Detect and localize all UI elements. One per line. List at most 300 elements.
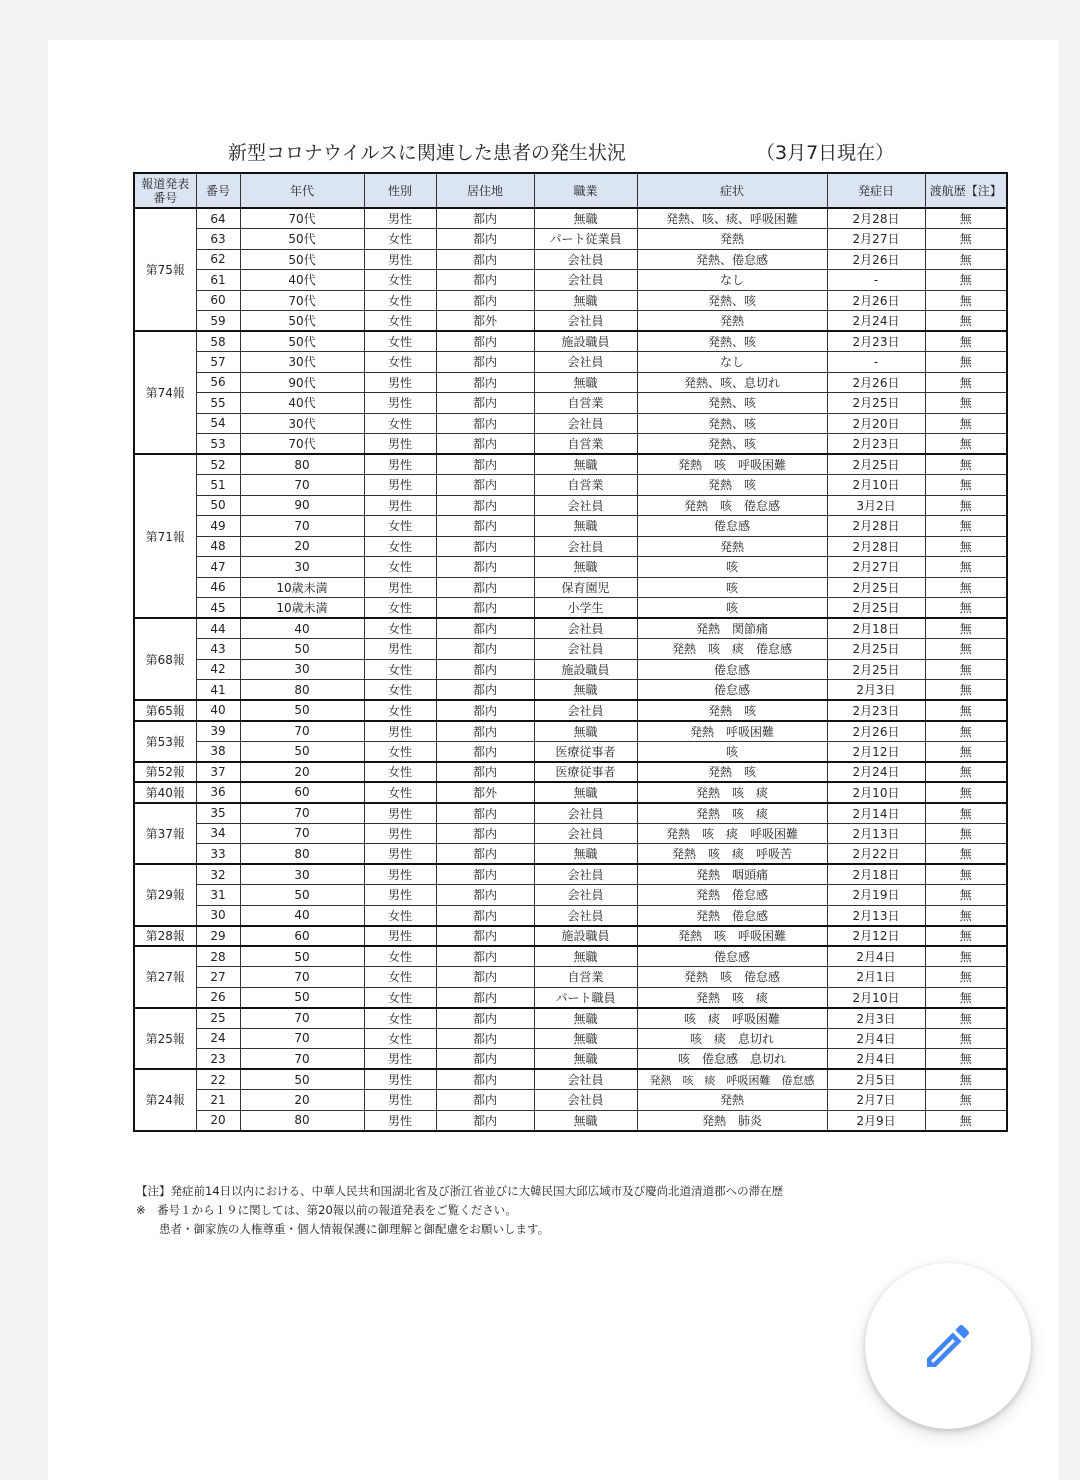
cell-travel-history: 無	[925, 639, 1007, 660]
table-row	[134, 249, 1007, 270]
cell-residence: 都内	[436, 905, 534, 926]
cell-residence: 都内	[436, 823, 534, 844]
cell-report-number: 第37報	[134, 803, 196, 865]
cell-residence: 都内	[436, 1090, 534, 1111]
cell-sex: 女性	[364, 598, 436, 619]
cell-travel-history: 無	[925, 208, 1007, 229]
table-row	[134, 926, 1007, 947]
footnote-privacy: 患者・御家族の人権尊重・個人情報保護に御理解と御配慮をお願いします。	[136, 1222, 550, 1236]
cell-occupation: 会社員	[534, 536, 637, 557]
header-symptoms: 症状	[637, 173, 827, 208]
cell-onset-date: 2月25日	[827, 577, 925, 598]
cell-onset-date: 2月24日	[827, 311, 925, 332]
cell-residence: 都内	[436, 372, 534, 393]
cell-travel-history: 無	[925, 1008, 1007, 1029]
cell-age: 40代	[240, 270, 364, 291]
cell-residence: 都内	[436, 1028, 534, 1049]
cell-symptoms: 発熱 咳 倦怠感	[637, 967, 827, 988]
cell-travel-history: 無	[925, 721, 1007, 742]
cell-residence: 都内	[436, 208, 534, 229]
cell-travel-history: 無	[925, 618, 1007, 639]
cell-sex: 女性	[364, 700, 436, 721]
cell-sex: 男性	[364, 372, 436, 393]
cell-age: 90	[240, 495, 364, 516]
cell-onset-date: 2月4日	[827, 946, 925, 967]
cell-symptoms: 咳	[637, 577, 827, 598]
cell-occupation: パート職員	[534, 987, 637, 1008]
cell-occupation: 会社員	[534, 1069, 637, 1090]
cell-travel-history: 無	[925, 495, 1007, 516]
cell-residence: 都内	[436, 659, 534, 680]
cell-number: 30	[196, 905, 240, 926]
table-row	[134, 598, 1007, 619]
cell-sex: 男性	[364, 1069, 436, 1090]
cell-age: 20	[240, 536, 364, 557]
cell-number: 34	[196, 823, 240, 844]
cell-travel-history: 無	[925, 782, 1007, 803]
cell-report-number: 第24報	[134, 1069, 196, 1131]
cell-residence: 都内	[436, 577, 534, 598]
header-residence: 居住地	[436, 173, 534, 208]
cell-number: 27	[196, 967, 240, 988]
cell-occupation: 会社員	[534, 700, 637, 721]
cell-occupation: 無職	[534, 680, 637, 701]
cell-age: 70	[240, 1008, 364, 1029]
header-travel-history: 渡航歴【注】	[925, 173, 1007, 208]
cell-onset-date: 2月14日	[827, 803, 925, 824]
cell-onset-date: 2月27日	[827, 557, 925, 578]
cell-sex: 男性	[364, 864, 436, 885]
cell-travel-history: 無	[925, 270, 1007, 291]
table-row	[134, 700, 1007, 721]
edit-fab-button[interactable]	[865, 1263, 1031, 1429]
table-row	[134, 844, 1007, 865]
cell-number: 60	[196, 290, 240, 311]
cell-symptoms: 発熱	[637, 536, 827, 557]
cell-age: 50	[240, 946, 364, 967]
table-row	[134, 208, 1007, 229]
cell-symptoms: なし	[637, 270, 827, 291]
cell-age: 60	[240, 782, 364, 803]
cell-age: 30代	[240, 352, 364, 373]
cell-report-number: 第71報	[134, 454, 196, 618]
cell-occupation: 会社員	[534, 885, 637, 906]
cell-travel-history: 無	[925, 475, 1007, 496]
cell-residence: 都内	[436, 700, 534, 721]
cell-sex: 男性	[364, 721, 436, 742]
cell-occupation: 無職	[534, 557, 637, 578]
cell-onset-date: 2月25日	[827, 393, 925, 414]
cell-sex: 女性	[364, 946, 436, 967]
cell-sex: 男性	[364, 803, 436, 824]
cell-residence: 都内	[436, 946, 534, 967]
table-row	[134, 762, 1007, 783]
cell-number: 58	[196, 331, 240, 352]
cell-age: 10歳未満	[240, 577, 364, 598]
cell-onset-date: 3月2日	[827, 495, 925, 516]
cell-symptoms: 発熱 咳 痰	[637, 987, 827, 1008]
cell-occupation: 無職	[534, 290, 637, 311]
cell-report-number: 第68報	[134, 618, 196, 700]
cell-onset-date: 2月25日	[827, 454, 925, 475]
cell-sex: 男性	[364, 885, 436, 906]
cell-number: 31	[196, 885, 240, 906]
cell-number: 57	[196, 352, 240, 373]
cell-report-number: 第25報	[134, 1008, 196, 1070]
cell-age: 70代	[240, 290, 364, 311]
cell-occupation: 無職	[534, 208, 637, 229]
cell-age: 70	[240, 803, 364, 824]
cell-onset-date: 2月25日	[827, 639, 925, 660]
cell-residence: 都内	[436, 557, 534, 578]
header-occupation: 職業	[534, 173, 637, 208]
cell-sex: 女性	[364, 290, 436, 311]
cell-onset-date: 2月10日	[827, 987, 925, 1008]
cell-sex: 男性	[364, 249, 436, 270]
cell-sex: 女性	[364, 680, 436, 701]
cell-age: 30	[240, 864, 364, 885]
cell-occupation: 無職	[534, 1110, 637, 1131]
cell-onset-date: 2月18日	[827, 618, 925, 639]
cell-occupation: 会社員	[534, 639, 637, 660]
cell-number: 29	[196, 926, 240, 947]
cell-symptoms: なし	[637, 352, 827, 373]
cell-onset-date: 2月26日	[827, 372, 925, 393]
cell-residence: 都内	[436, 721, 534, 742]
cell-symptoms: 発熱 咳	[637, 475, 827, 496]
cell-symptoms: 発熱、咳、息切れ	[637, 372, 827, 393]
cell-symptoms: 倦怠感	[637, 659, 827, 680]
cell-occupation: 無職	[534, 516, 637, 537]
cell-travel-history: 無	[925, 413, 1007, 434]
cell-age: 40	[240, 905, 364, 926]
cell-onset-date: 2月19日	[827, 885, 925, 906]
cell-age: 50代	[240, 249, 364, 270]
cell-onset-date: 2月5日	[827, 1069, 925, 1090]
cell-occupation: 会社員	[534, 352, 637, 373]
cell-onset-date: -	[827, 270, 925, 291]
cell-symptoms: 発熱 咳 痰 呼吸困難	[637, 823, 827, 844]
table-row	[134, 516, 1007, 537]
cell-number: 28	[196, 946, 240, 967]
cell-residence: 都内	[436, 864, 534, 885]
cell-sex: 女性	[364, 331, 436, 352]
cell-residence: 都内	[436, 454, 534, 475]
cell-residence: 都内	[436, 413, 534, 434]
cell-number: 38	[196, 741, 240, 762]
header-sex: 性別	[364, 173, 436, 208]
header-onset-date: 発症日	[827, 173, 925, 208]
cell-travel-history: 無	[925, 946, 1007, 967]
table-row	[134, 1110, 1007, 1131]
cell-age: 60	[240, 926, 364, 947]
table-row	[134, 393, 1007, 414]
cell-sex: 男性	[364, 208, 436, 229]
cell-symptoms: 倦怠感	[637, 680, 827, 701]
cell-symptoms: 発熱、咳	[637, 393, 827, 414]
cell-number: 50	[196, 495, 240, 516]
cell-number: 37	[196, 762, 240, 783]
cell-age: 50	[240, 741, 364, 762]
cell-onset-date: 2月20日	[827, 413, 925, 434]
cell-sex: 女性	[364, 270, 436, 291]
table-row	[134, 577, 1007, 598]
cell-residence: 都内	[436, 967, 534, 988]
table-row	[134, 782, 1007, 803]
cell-onset-date: 2月27日	[827, 229, 925, 250]
cell-travel-history: 無	[925, 700, 1007, 721]
table-row	[134, 803, 1007, 824]
cell-travel-history: 無	[925, 680, 1007, 701]
cell-number: 24	[196, 1028, 240, 1049]
cell-travel-history: 無	[925, 1110, 1007, 1131]
cell-occupation: 会社員	[534, 1090, 637, 1111]
cell-symptoms: 発熱、咳	[637, 331, 827, 352]
cell-number: 49	[196, 516, 240, 537]
cell-onset-date: 2月12日	[827, 926, 925, 947]
cell-age: 70	[240, 823, 364, 844]
table-row	[134, 1028, 1007, 1049]
cell-number: 61	[196, 270, 240, 291]
table-row	[134, 721, 1007, 742]
cell-travel-history: 無	[925, 967, 1007, 988]
cell-number: 33	[196, 844, 240, 865]
cell-travel-history: 無	[925, 987, 1007, 1008]
cell-onset-date: 2月28日	[827, 516, 925, 537]
cell-residence: 都内	[436, 680, 534, 701]
cell-onset-date: 2月10日	[827, 475, 925, 496]
cell-sex: 男性	[364, 823, 436, 844]
table-header-row	[134, 173, 1007, 208]
cell-number: 63	[196, 229, 240, 250]
cell-travel-history: 無	[925, 926, 1007, 947]
cell-symptoms: 発熱 呼吸困難	[637, 721, 827, 742]
cell-onset-date: 2月25日	[827, 598, 925, 619]
cell-travel-history: 無	[925, 1049, 1007, 1070]
cell-number: 54	[196, 413, 240, 434]
cell-sex: 女性	[364, 229, 436, 250]
cell-occupation: 会社員	[534, 618, 637, 639]
cell-symptoms: 発熱、咳	[637, 413, 827, 434]
cell-symptoms: 咳	[637, 557, 827, 578]
cell-symptoms: 発熱 咳 痰 倦怠感	[637, 639, 827, 660]
cell-travel-history: 無	[925, 659, 1007, 680]
cell-residence: 都内	[436, 290, 534, 311]
cell-onset-date: 2月12日	[827, 741, 925, 762]
cell-onset-date: 2月4日	[827, 1028, 925, 1049]
cell-residence: 都内	[436, 803, 534, 824]
cell-occupation: 無職	[534, 782, 637, 803]
cell-age: 70	[240, 721, 364, 742]
table-row	[134, 290, 1007, 311]
cell-residence: 都内	[436, 434, 534, 455]
cell-residence: 都内	[436, 495, 534, 516]
cell-sex: 女性	[364, 741, 436, 762]
cell-occupation: 会社員	[534, 413, 637, 434]
cell-sex: 男性	[364, 393, 436, 414]
cell-number: 48	[196, 536, 240, 557]
cell-number: 44	[196, 618, 240, 639]
cell-onset-date: 2月28日	[827, 536, 925, 557]
cell-occupation: 会社員	[534, 803, 637, 824]
cell-sex: 男性	[364, 475, 436, 496]
cell-symptoms: 倦怠感	[637, 516, 827, 537]
cell-age: 70	[240, 967, 364, 988]
cell-sex: 女性	[364, 352, 436, 373]
cell-number: 55	[196, 393, 240, 414]
cell-occupation: 無職	[534, 844, 637, 865]
cell-travel-history: 無	[925, 741, 1007, 762]
cell-occupation: 無職	[534, 721, 637, 742]
cell-occupation: 会社員	[534, 249, 637, 270]
cell-age: 70	[240, 1028, 364, 1049]
cell-report-number: 第74報	[134, 331, 196, 454]
cell-travel-history: 無	[925, 762, 1007, 783]
cell-onset-date: 2月13日	[827, 823, 925, 844]
cell-number: 23	[196, 1049, 240, 1070]
cell-occupation: 医療従事者	[534, 741, 637, 762]
cell-onset-date: 2月3日	[827, 1008, 925, 1029]
table-row	[134, 270, 1007, 291]
cell-travel-history: 無	[925, 598, 1007, 619]
cell-occupation: 施設職員	[534, 926, 637, 947]
cell-occupation: 無職	[534, 454, 637, 475]
cell-onset-date: 2月28日	[827, 208, 925, 229]
cell-number: 51	[196, 475, 240, 496]
cell-number: 22	[196, 1069, 240, 1090]
table-row	[134, 413, 1007, 434]
cell-travel-history: 無	[925, 311, 1007, 332]
table-row	[134, 311, 1007, 332]
cell-number: 35	[196, 803, 240, 824]
cell-age: 70	[240, 516, 364, 537]
cell-travel-history: 無	[925, 823, 1007, 844]
header-report-number: 報道発表 番号	[134, 173, 196, 208]
cell-report-number: 第75報	[134, 208, 196, 331]
cell-number: 41	[196, 680, 240, 701]
cell-report-number: 第53報	[134, 721, 196, 762]
table-row	[134, 557, 1007, 578]
cell-age: 30	[240, 557, 364, 578]
cell-residence: 都内	[436, 352, 534, 373]
cell-symptoms: 発熱、咳	[637, 434, 827, 455]
cell-number: 20	[196, 1110, 240, 1131]
cell-occupation: 会社員	[534, 311, 637, 332]
cell-sex: 女性	[364, 905, 436, 926]
cell-residence: 都内	[436, 1049, 534, 1070]
table-row	[134, 352, 1007, 373]
cell-travel-history: 無	[925, 372, 1007, 393]
cell-travel-history: 無	[925, 803, 1007, 824]
cell-symptoms: 発熱 関節痛	[637, 618, 827, 639]
table-row	[134, 885, 1007, 906]
cell-age: 80	[240, 1110, 364, 1131]
cell-age: 80	[240, 844, 364, 865]
cell-sex: 女性	[364, 987, 436, 1008]
cell-occupation: 保育園児	[534, 577, 637, 598]
table-row	[134, 946, 1007, 967]
footnote-earlier-numbers: ※ 番号１から１９に関しては、第20報以前の報道発表をご覧ください。	[136, 1203, 517, 1217]
cell-symptoms: 発熱 咳 呼吸困難	[637, 454, 827, 475]
cell-occupation: 会社員	[534, 823, 637, 844]
cell-onset-date: 2月1日	[827, 967, 925, 988]
cell-age: 50代	[240, 229, 364, 250]
cell-age: 20	[240, 762, 364, 783]
cell-number: 25	[196, 1008, 240, 1029]
cell-residence: 都内	[436, 844, 534, 865]
table-row	[134, 618, 1007, 639]
cell-residence: 都内	[436, 475, 534, 496]
table-row	[134, 987, 1007, 1008]
cell-residence: 都内	[436, 987, 534, 1008]
table-row	[134, 372, 1007, 393]
cell-residence: 都内	[436, 1110, 534, 1131]
cell-residence: 都内	[436, 331, 534, 352]
cell-residence: 都内	[436, 618, 534, 639]
cell-sex: 女性	[364, 557, 436, 578]
cell-occupation: 小学生	[534, 598, 637, 619]
cell-occupation: 無職	[534, 1028, 637, 1049]
cell-sex: 女性	[364, 536, 436, 557]
table-row	[134, 331, 1007, 352]
table-row	[134, 454, 1007, 475]
cell-age: 50	[240, 987, 364, 1008]
cell-symptoms: 発熱 倦怠感	[637, 905, 827, 926]
patient-table	[133, 172, 1008, 1132]
cell-sex: 女性	[364, 516, 436, 537]
table-row	[134, 639, 1007, 660]
cell-occupation: 無職	[534, 1049, 637, 1070]
cell-occupation: 施設職員	[534, 331, 637, 352]
cell-number: 36	[196, 782, 240, 803]
table-row	[134, 967, 1007, 988]
cell-number: 62	[196, 249, 240, 270]
cell-age: 30代	[240, 413, 364, 434]
cell-sex: 女性	[364, 1028, 436, 1049]
cell-occupation: パート従業員	[534, 229, 637, 250]
cell-residence: 都内	[436, 762, 534, 783]
cell-number: 52	[196, 454, 240, 475]
cell-occupation: 自営業	[534, 434, 637, 455]
cell-sex: 女性	[364, 967, 436, 988]
header-age: 年代	[240, 173, 364, 208]
cell-symptoms: 発熱	[637, 311, 827, 332]
cell-age: 70	[240, 475, 364, 496]
document-title: 新型コロナウイルスに関連した患者の発生状況	[228, 142, 626, 164]
cell-symptoms: 発熱 咳	[637, 762, 827, 783]
cell-sex: 男性	[364, 495, 436, 516]
table-row	[134, 1049, 1007, 1070]
cell-occupation: 会社員	[534, 270, 637, 291]
cell-travel-history: 無	[925, 844, 1007, 865]
cell-age: 90代	[240, 372, 364, 393]
pencil-icon	[920, 1318, 976, 1374]
cell-symptoms: 発熱 咳 呼吸困難	[637, 926, 827, 947]
cell-onset-date: 2月26日	[827, 721, 925, 742]
cell-travel-history: 無	[925, 577, 1007, 598]
cell-onset-date: 2月23日	[827, 434, 925, 455]
table-row	[134, 536, 1007, 557]
cell-residence: 都内	[436, 249, 534, 270]
cell-age: 10歳未満	[240, 598, 364, 619]
cell-sex: 男性	[364, 1110, 436, 1131]
cell-age: 30	[240, 659, 364, 680]
cell-travel-history: 無	[925, 516, 1007, 537]
cell-sex: 男性	[364, 577, 436, 598]
cell-symptoms: 咳	[637, 741, 827, 762]
cell-age: 20	[240, 1090, 364, 1111]
cell-occupation: 無職	[534, 946, 637, 967]
